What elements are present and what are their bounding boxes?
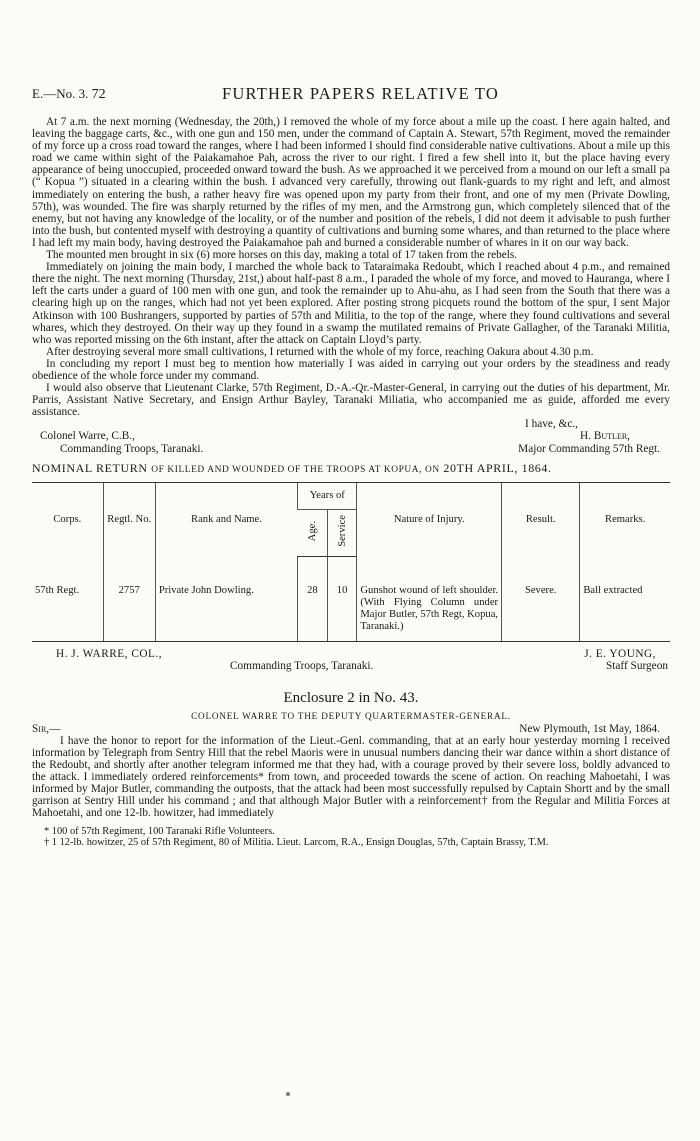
- page-mark: [286, 1092, 290, 1096]
- table-row: [32, 581, 670, 642]
- col-years-of: Years of: [298, 482, 357, 509]
- footnote: * 100 of 57th Regiment, 100 Taranaki Rifle Volunteers.: [44, 825, 275, 837]
- sender-name: H. Butler,: [580, 430, 630, 443]
- paragraph: I would also observe that Lieutenant Clarke, 57th Regiment, D.-A.-Qr.-Master-General, in carrying out the duties of his department, Mr. Parris, Assistant Native Secretary, and Ensign Arthur Bayley, Taranaki Miliatia, who accompanied me as guide, afforded me every assistance.: [32, 382, 670, 419]
- nominal-return-table: [32, 482, 670, 642]
- footnote: † 1 12-lb. howitzer, 25 of 57th Regiment, 80 of Militia. Lieut. Larcom, R.A., Ensign Douglas, 57th, Captain Brassy, T.M.: [44, 837, 549, 849]
- col-corps: Corps.: [32, 482, 103, 556]
- paragraph: In concluding my report I must beg to mention how materially I was aided in carrying out your orders by the steadiness and ready obedience of the whole force under my command.: [32, 357, 670, 382]
- paragraph: Immediately on joining the main body, I marched the whole back to Tataraimaka Redoubt, which I reached about 4 p.m., and remained there the night. The next morning (Thursday, 21st,) about half-past 8 a.m., I paraded the whole of my force, and moved to Hauranga, where I left the carts under a guard of 100 men with one gun, and took the remainder up to Ahu-ahu, as I had seen from the South that there was a clearing high up on the ranges, which had not yet been explored. After posting strong picquets round the bottom of the spur, I sent Major Atkinson with 100 Bushrangers, supported by parties of 57th and Militia, to the top of the range, where they found cultivations and several whares, which they destroyed. On their way up they found in a swamp the mutilated remains of Private Gallagher, of the Taranaki Militia, who was reported missing on the 6th instant, after the attack on Captain Lloyd’s party.: [32, 261, 670, 346]
- addressee-line: Commanding Troops, Taranaki.: [60, 442, 204, 455]
- addressee-line: Colonel Warre, C.B.,: [40, 430, 135, 443]
- paragraph: The mounted men brought in six (6) more horses on this day, making a total of 17 taken from the rebels.: [46, 249, 518, 262]
- cell-remarks: Ball extracted: [580, 581, 670, 642]
- enclosure-body: I have the honor to report for the information of the Lieut.-Genl. commanding, that at an early hour yesterday morning I received information by Telegraph from Sentry Hill that the rebel Maoris were in unusual numbers dancing their war dance within a short distance of the Redoubt, and shortly after another telegram informed me that they had, with a courage proved by their severe loss, boldly advanced to the attack. I immediately ordered reinforcements* from town, and proceeded towards the scene of action. On reaching Mahoetahi, I was informed by Major Butler, commanding the outposts, that the attack had been most successfully repulsed by Captain Shortt and by the small garrison at Sentry Hill under his command ; and that although Major Butler with a reinforcement† from the Regular and Militia Forces at Mahoetahi, and one 12-lb. howitzer, had immediately: [32, 734, 670, 820]
- salutation: Sir,—: [32, 722, 61, 735]
- cell-rank-name: Private John Dowling.: [155, 581, 297, 642]
- enclosure-title: Enclosure 2 in No. 43.: [283, 689, 419, 706]
- col-remarks: Remarks.: [580, 482, 670, 556]
- signature-block-2: [32, 648, 670, 672]
- page-title: FURTHER PAPERS RELATIVE TO: [222, 84, 499, 103]
- col-regtl-no: Regtl. No.: [103, 482, 155, 556]
- sender-title: Major Commanding 57th Regt.: [518, 442, 660, 455]
- paragraph: After destroying several more small cultivations, I returned with the whole of my force, reaching Oakura about 4.30 p.m.: [46, 345, 594, 358]
- cell-result: Severe.: [502, 581, 580, 642]
- document-page: [32, 0, 670, 849]
- cell-regtl: 2757: [103, 581, 155, 642]
- cell-injury: Gunshot wound of left shoulder. (With Flying Column under Major Butler, 57th Regt, Kopua, Taranaki.): [357, 581, 502, 642]
- place-date: New Plymouth, 1st May, 1864.: [519, 722, 660, 735]
- nominal-return-title: NOMINAL RETURN OF KILLED AND WOUNDED OF THE TROOPS AT KOPUA, ON 20TH APRIL, 1864.: [32, 460, 552, 475]
- col-service: Service: [327, 509, 357, 556]
- signer-left: H. J. WARRE, COL.,: [56, 647, 163, 660]
- page-prefix: E.—No. 3. 72: [32, 86, 106, 102]
- paragraph: At 7 a.m. the next morning (Wednesday, the 20th,) I removed the whole of my force about a mile up the coast. I here again halted, and leaving the baggage carts, &c., with one gun and 150 men, under the command of Captain A. Stewart, 57th Regiment, moved the remainder of my force up a cross road toward the ranges, where I had been informed I should find considerable native cultivations. About a mile up this road we came within sight of the Paiakamahoe Pah, across the river to our right. I fired a few shell into it, but the place having every appearance of being unoccupied, proceeded onward toward the bush. As we approached it we perceived from a mound on our left a small pa (“ Kopua ”) situated in a clearing within the bush. I advanced very carefully, throwing out flank-guards to my right and left, and almost immediately on entering the bush, a rather heavy fire was opened upon my party from their front, and one of my men (Private Dowling, 57th), was wounded. The fire was sharply returned by the rifles of my men, and the Armstrong gun, which completely silenced that of the enemy, but not having any knowledge of the locality, or of the number and position of the rebels, I did not deem it advisable to push further into the bush, but contented myself with destroying a quantity of cultivations and burning some whares, and than returned to the place where I had left my main body, having destroyed the Paiakamahoe pah and burned a considerable number of whares in it on our way back.: [32, 116, 670, 249]
- letter-opening: [32, 723, 670, 735]
- have-line: I have, &c.,: [524, 418, 578, 431]
- signature-block-1: [32, 418, 670, 454]
- signer-left-title: Commanding Troops, Taranaki.: [230, 659, 374, 672]
- page-header: [32, 84, 670, 106]
- signer-right: J. E. YOUNG,: [584, 647, 656, 660]
- col-age: Age.: [298, 509, 328, 556]
- enclosure-subheading: COLONEL WARRE TO THE DEPUTY QUARTERMASTER-GENERAL.: [191, 710, 511, 721]
- cell-age: 28: [298, 581, 328, 642]
- signer-right-title: Staff Surgeon: [605, 659, 668, 672]
- col-injury: Nature of Injury.: [357, 482, 502, 556]
- report-body: [32, 116, 670, 418]
- col-rank-name: Rank and Name.: [155, 482, 297, 556]
- cell-corps: 57th Regt.: [32, 581, 103, 642]
- col-result: Result.: [502, 482, 580, 556]
- footnotes: [32, 826, 670, 849]
- cell-service: 10: [327, 581, 357, 642]
